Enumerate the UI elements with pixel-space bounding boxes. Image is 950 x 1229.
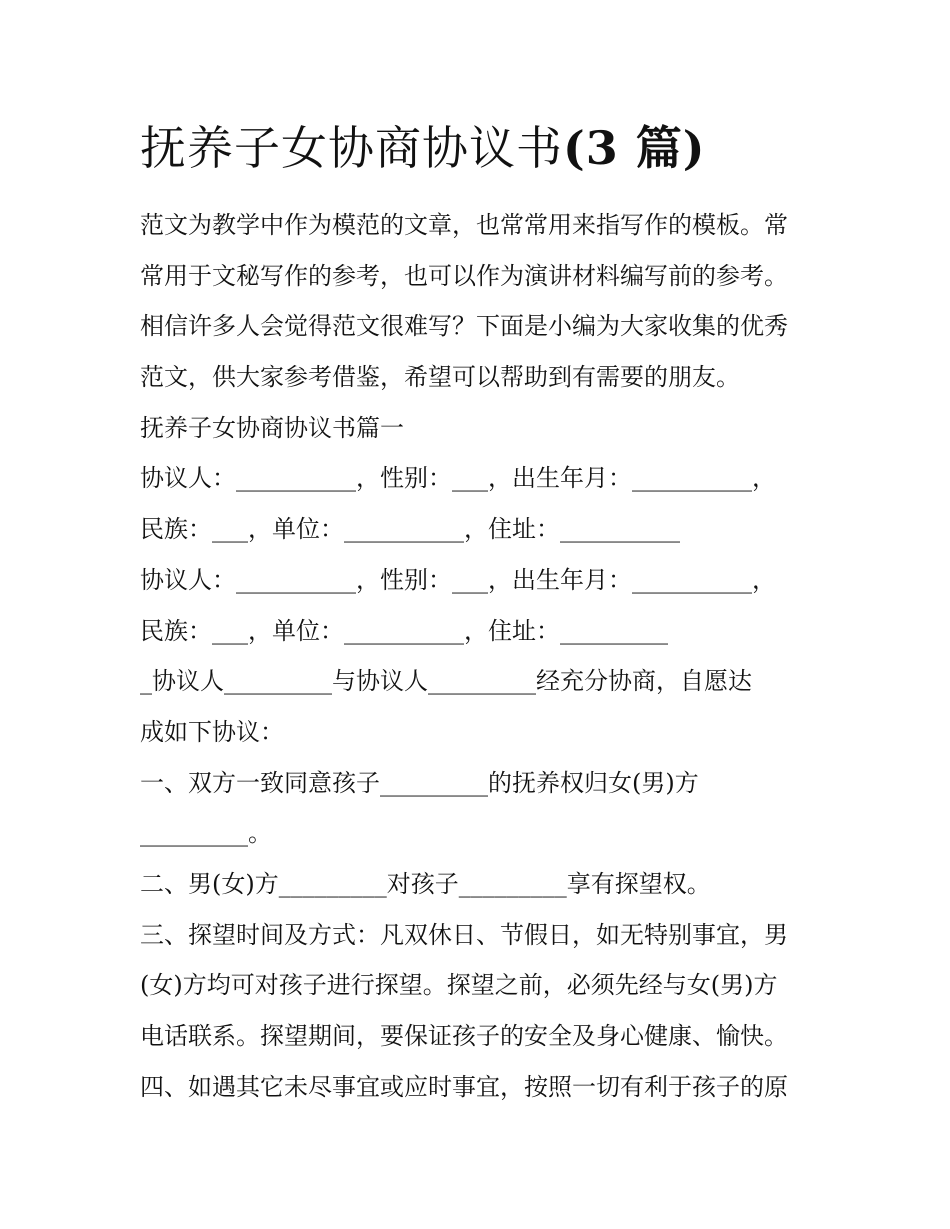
agreement-line-1: _协议人_________与协议人_________经充分协商，自愿达 xyxy=(140,667,752,696)
intro-line-2: 常用于文秘写作的参考，也可以作为演讲材料编写前的参考。 xyxy=(140,261,788,290)
party-2-line-1: 协议人：__________，性别：___，出生年月：__________， xyxy=(140,565,776,594)
party-2-line-2: 民族：___，单位：__________，住址：_________ xyxy=(140,616,668,645)
section-heading: 抚养子女协商协议书篇一 xyxy=(140,413,404,442)
clause-3-line-3: 电话联系。探望期间，要保证孩子的安全及身心健康、愉快。 xyxy=(140,1022,788,1050)
intro-line-4: 范文，供大家参考借鉴，希望可以帮助到有需要的朋友。 xyxy=(140,363,740,392)
document-title xyxy=(140,118,706,178)
party-1-line-2: 民族：___，单位：__________，住址：__________ xyxy=(140,515,680,544)
title-suffix: (3 篇) xyxy=(563,121,706,175)
clause-2-line-1: 二、男(女)方_________对孩子_________享有探望权。 xyxy=(140,869,711,898)
intro-line-1: 范文为教学中作为模范的文章，也常常用来指写作的模板。常 xyxy=(140,211,788,239)
clause-1-line-2: _________。 xyxy=(140,819,272,848)
title-main: 抚养子女协商协议书 xyxy=(140,121,563,175)
intro-line-3: 相信许多人会觉得范文很难写？下面是小编为大家收集的优秀 xyxy=(140,312,788,341)
agreement-line-2: 成如下协议： xyxy=(140,717,284,746)
clause-1-line-1: 一、双方一致同意孩子_________的抚养权归女(男)方 xyxy=(140,768,699,797)
party-1-line-1: 协议人：__________，性别：___，出生年月：__________， xyxy=(140,464,776,493)
clause-4-line-1: 四、如遇其它未尽事宜或应时事宜，按照一切有利于孩子的原 xyxy=(140,1072,788,1101)
document-body xyxy=(140,200,820,1112)
clause-3-line-2: (女)方均可对孩子进行探望。探望之前，必须先经与女(男)方 xyxy=(140,971,778,1000)
clause-3-line-1: 三、探望时间及方式：凡双休日、节假日，如无特别事宜，男 xyxy=(140,920,788,949)
